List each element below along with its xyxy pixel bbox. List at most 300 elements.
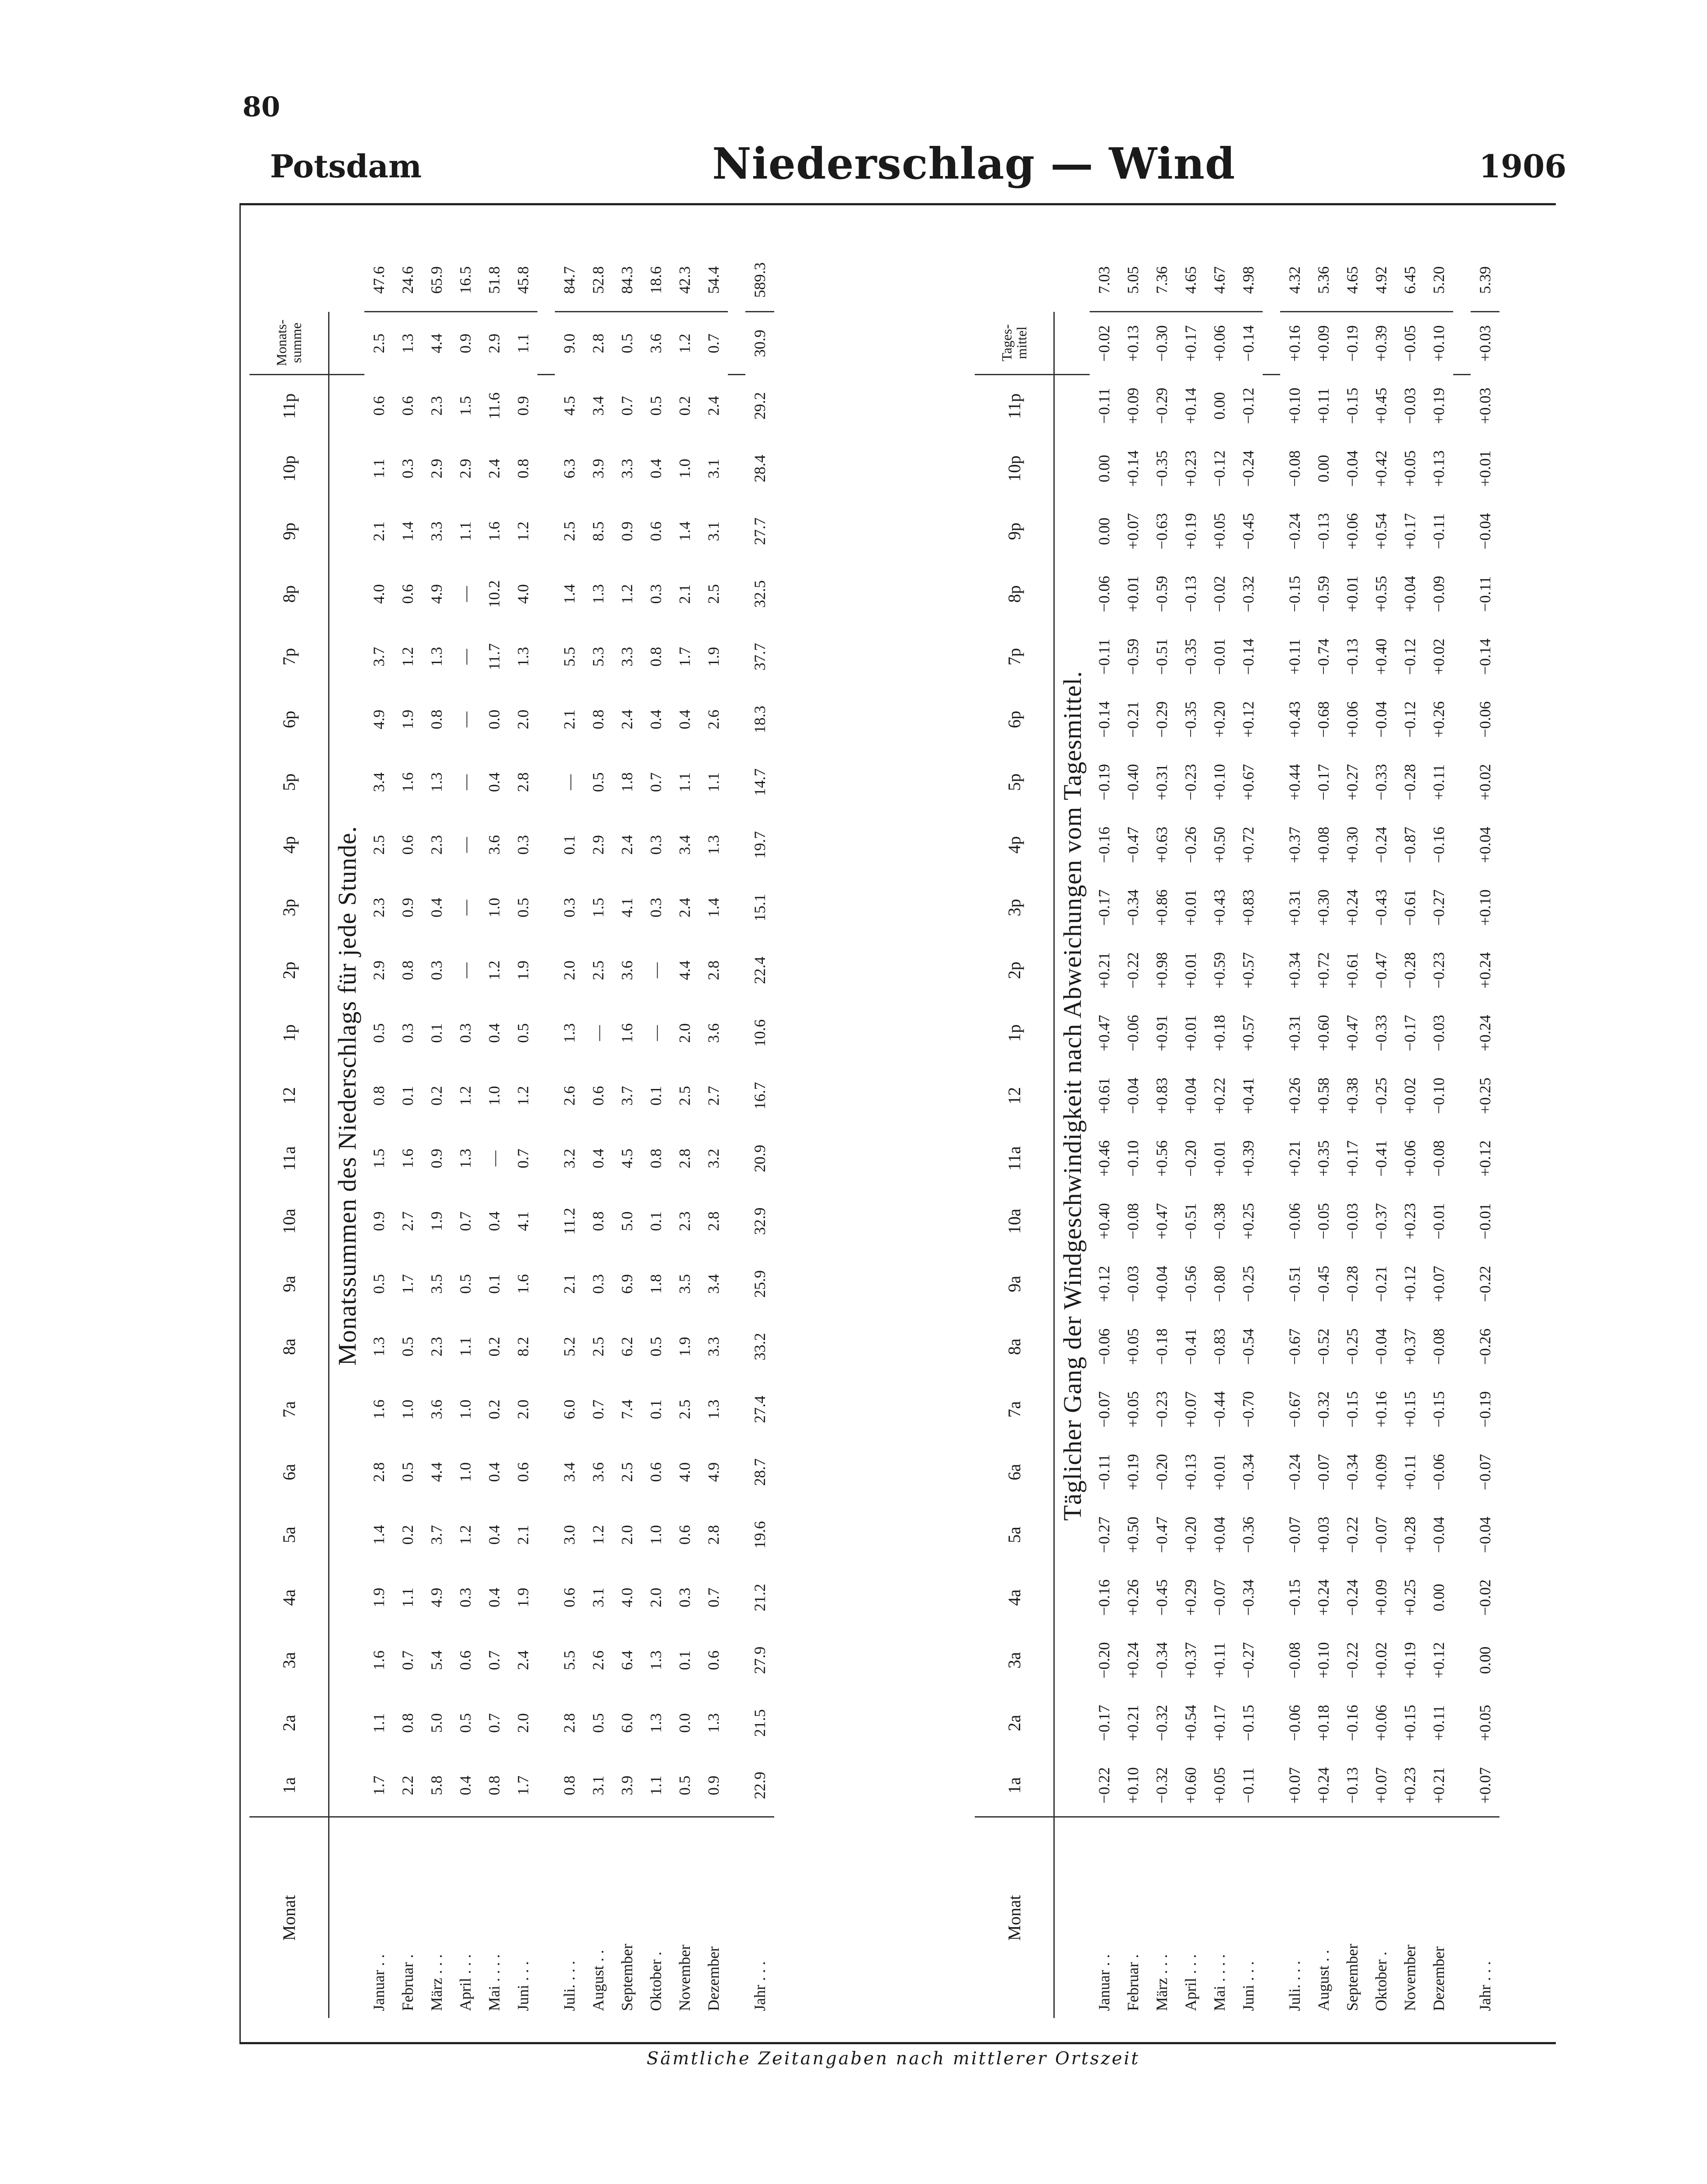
- table-row: [1424, 249, 1453, 2018]
- value-cell: +0.10: [1124, 1767, 1142, 1804]
- value-cell: 1.2: [618, 584, 636, 604]
- value-cell: +0.10: [1315, 1642, 1332, 1679]
- value-cell: −0.80: [1211, 1265, 1228, 1303]
- value-cell: +0.21: [1124, 1704, 1142, 1742]
- value-cell: −0.06: [1430, 1454, 1447, 1490]
- value-cell: 1.0: [676, 459, 693, 479]
- value-cell: 1.0: [457, 1462, 474, 1482]
- value-cell: +0.72: [1240, 826, 1257, 863]
- value-cell: +0.42: [1372, 450, 1390, 487]
- value-cell: −0.06: [1286, 1203, 1303, 1240]
- value-cell: 3.0: [561, 1525, 578, 1545]
- hour-column-header: 9p: [975, 500, 1054, 563]
- table-row: [1395, 249, 1424, 2018]
- value-cell: 4.9: [428, 584, 445, 604]
- value-cell: −0.14: [1240, 325, 1257, 362]
- value-cell: −0.26: [1182, 826, 1199, 863]
- value-cell: 0.7: [705, 333, 722, 353]
- month-label: März . . .: [1147, 1817, 1176, 2018]
- value-cell: 1.6: [370, 1650, 388, 1670]
- value-cell: −0.08: [1124, 1203, 1142, 1240]
- value-cell: 1.4: [561, 584, 578, 604]
- value-cell: −0.12: [1401, 701, 1419, 738]
- value-cell: 0.9: [428, 1148, 445, 1168]
- value-cell: −0.22: [1343, 1517, 1361, 1553]
- hour-column-header: 4p: [975, 814, 1054, 877]
- value-cell: −0.47: [1124, 826, 1142, 863]
- value-cell: 0.3: [514, 835, 532, 855]
- value-cell: 1.2: [457, 1086, 474, 1106]
- value-cell: 6.9: [618, 1274, 636, 1294]
- value-cell: +0.01: [1182, 1015, 1199, 1051]
- value-cell: 2.5: [676, 1086, 693, 1106]
- precip-total-cell: 589.3: [745, 249, 774, 312]
- value-cell: 2.3: [428, 835, 445, 855]
- value-cell: 0.8: [370, 1086, 388, 1106]
- value-cell: 0.00: [1315, 455, 1332, 483]
- month-label: Mai . . . .: [1205, 1817, 1234, 2018]
- value-cell: +0.55: [1372, 576, 1390, 612]
- table-row: [480, 249, 509, 2018]
- value-cell: 2.5: [370, 835, 388, 855]
- table-row: [1205, 249, 1234, 2018]
- hour-column-header: 4p: [249, 814, 329, 877]
- value-cell: 32.9: [751, 1207, 769, 1235]
- precip-total-cell: 84.3: [613, 249, 641, 312]
- value-cell: 1.7: [676, 647, 693, 667]
- hour-column-header: 10p: [249, 437, 329, 500]
- value-cell: −0.25: [1343, 1328, 1361, 1365]
- value-cell: −0.21: [1124, 701, 1142, 738]
- value-cell: −0.11: [1240, 1767, 1257, 1804]
- value-cell: +0.25: [1401, 1579, 1419, 1616]
- value-cell: —: [561, 774, 578, 790]
- month-label: März . . .: [422, 1817, 451, 2018]
- value-cell: 0.6: [399, 835, 416, 855]
- value-cell: 5.3: [589, 647, 607, 667]
- value-cell: 0.4: [589, 1148, 607, 1168]
- value-cell: 0.4: [428, 898, 445, 918]
- value-cell: 1.9: [514, 1587, 532, 1607]
- precip-total-cell: 18.6: [641, 249, 670, 312]
- value-cell: 0.7: [589, 1400, 607, 1420]
- wind-total-cell: 4.67: [1205, 249, 1234, 312]
- value-cell: +0.07: [1430, 1265, 1447, 1303]
- value-cell: 0.8: [647, 647, 665, 667]
- value-cell: 3.6: [428, 1400, 445, 1420]
- value-cell: +0.06: [1401, 1140, 1419, 1177]
- value-cell: +0.59: [1211, 952, 1228, 989]
- value-cell: 0.3: [399, 1023, 416, 1043]
- value-cell: 0.7: [705, 1587, 722, 1607]
- value-cell: −0.20: [1153, 1454, 1170, 1490]
- value-cell: 0.9: [399, 898, 416, 918]
- value-cell: 1.9: [370, 1587, 388, 1607]
- month-label: Januar . .: [364, 1817, 393, 2018]
- value-cell: 1.9: [514, 960, 532, 980]
- precip-subtitle: Monatssummen des Niederschlags für jede Stunde.: [332, 826, 361, 1366]
- value-cell: 0.3: [561, 898, 578, 918]
- value-cell: +0.04: [1476, 826, 1494, 863]
- value-cell: 2.6: [589, 1650, 607, 1670]
- value-cell: 4.0: [676, 1462, 693, 1482]
- value-cell: 5.0: [428, 1713, 445, 1733]
- value-cell: 4.1: [618, 898, 636, 918]
- value-cell: 2.0: [618, 1525, 636, 1545]
- year-label: 1906: [1479, 148, 1567, 185]
- value-cell: +0.03: [1315, 1517, 1332, 1553]
- value-cell: 2.5: [370, 333, 388, 353]
- value-cell: 2.6: [561, 1086, 578, 1106]
- value-cell: 3.3: [705, 1337, 722, 1357]
- value-cell: −0.02: [1476, 1579, 1494, 1616]
- precip-total-cell: 52.8: [584, 249, 613, 312]
- value-cell: +0.19: [1182, 513, 1199, 549]
- value-cell: 2.0: [514, 709, 532, 729]
- value-cell: 10.6: [751, 1019, 769, 1047]
- value-cell: 0.4: [457, 1775, 474, 1795]
- value-cell: −0.45: [1315, 1265, 1332, 1303]
- hour-column-header: 12: [249, 1064, 329, 1127]
- value-cell: 3.3: [618, 459, 636, 479]
- value-cell: 1.6: [370, 1400, 388, 1420]
- value-cell: 0.9: [457, 333, 474, 353]
- value-cell: +0.67: [1240, 764, 1257, 801]
- value-cell: 0.7: [514, 1148, 532, 1168]
- wind-total-cell: 4.32: [1280, 249, 1309, 312]
- value-cell: 0.5: [589, 1713, 607, 1733]
- value-cell: 2.7: [399, 1211, 416, 1231]
- value-cell: 1.7: [514, 1775, 532, 1795]
- value-cell: +0.31: [1286, 889, 1303, 926]
- precip-total-cell: 16.5: [451, 249, 480, 312]
- value-cell: 0.8: [514, 459, 532, 479]
- value-cell: 0.00: [1095, 517, 1113, 545]
- value-cell: −0.04: [1343, 450, 1361, 487]
- value-cell: −0.34: [1240, 1579, 1257, 1616]
- value-cell: −0.74: [1315, 638, 1332, 675]
- value-cell: −0.16: [1095, 1579, 1113, 1616]
- value-cell: —: [457, 899, 474, 916]
- value-cell: 0.6: [705, 1650, 722, 1670]
- hour-column-header: 8a: [975, 1315, 1054, 1378]
- value-cell: −0.52: [1315, 1328, 1332, 1365]
- value-cell: 2.8: [514, 772, 532, 792]
- month-label: Juni . . .: [509, 1817, 537, 2018]
- hour-column-header: 4a: [249, 1566, 329, 1629]
- value-cell: +0.07: [1286, 1767, 1303, 1804]
- value-cell: 4.0: [370, 584, 388, 604]
- value-cell: 2.5: [705, 584, 722, 604]
- value-cell: 2.8: [705, 960, 722, 980]
- value-cell: −0.32: [1153, 1704, 1170, 1742]
- value-cell: −0.12: [1211, 450, 1228, 487]
- value-cell: −0.22: [1124, 952, 1142, 989]
- value-cell: 0.7: [485, 1713, 503, 1733]
- wind-total-cell: 5.36: [1309, 249, 1338, 312]
- value-cell: 0.4: [647, 459, 665, 479]
- value-cell: −0.21: [1372, 1265, 1390, 1303]
- value-cell: +0.24: [1476, 952, 1494, 989]
- value-cell: +0.02: [1430, 638, 1447, 675]
- value-cell: 3.5: [676, 1274, 693, 1294]
- value-cell: −0.22: [1343, 1642, 1361, 1679]
- hour-column-header: 1a: [975, 1754, 1054, 1817]
- hour-column-header: 4a: [975, 1566, 1054, 1629]
- value-cell: +0.17: [1401, 513, 1419, 549]
- value-cell: −0.34: [1343, 1454, 1361, 1490]
- value-cell: −0.51: [1153, 638, 1170, 675]
- wind-total-cell: 4.65: [1176, 249, 1205, 312]
- value-cell: +0.58: [1315, 1078, 1332, 1114]
- value-cell: 4.9: [705, 1462, 722, 1482]
- hour-column-header: 7p: [975, 625, 1054, 688]
- value-cell: +0.06: [1211, 325, 1228, 362]
- value-cell: +0.38: [1343, 1078, 1361, 1114]
- value-cell: 0.5: [589, 772, 607, 792]
- value-cell: +0.28: [1401, 1517, 1419, 1553]
- value-cell: —: [457, 712, 474, 728]
- wind-total-header: Tages-mittel: [975, 312, 1054, 375]
- value-cell: 22.9: [751, 1771, 769, 1799]
- page-number: 80: [242, 91, 280, 123]
- value-cell: +0.43: [1211, 889, 1228, 926]
- value-cell: 19.6: [751, 1521, 769, 1549]
- value-cell: −0.68: [1315, 701, 1332, 738]
- value-cell: 6.0: [618, 1713, 636, 1733]
- value-cell: −0.32: [1240, 576, 1257, 612]
- value-cell: 3.4: [561, 1462, 578, 1482]
- value-cell: 37.7: [751, 643, 769, 671]
- wind-total-cell: 4.92: [1367, 249, 1395, 312]
- value-cell: +0.10: [1430, 325, 1447, 362]
- hour-column-header: 1p: [249, 1002, 329, 1064]
- value-cell: −0.20: [1182, 1140, 1199, 1177]
- value-cell: +0.26: [1286, 1078, 1303, 1114]
- month-label: August . .: [1309, 1817, 1338, 2018]
- precip-total-cell: 65.9: [422, 249, 451, 312]
- value-cell: 1.6: [514, 1274, 532, 1294]
- value-cell: 3.9: [589, 459, 607, 479]
- spacer-cell: [1054, 1817, 1090, 2018]
- value-cell: 0.3: [457, 1587, 474, 1607]
- value-cell: 1.1: [370, 459, 388, 479]
- value-cell: +0.24: [1476, 1015, 1494, 1051]
- table-row: [509, 249, 537, 2018]
- value-cell: +0.05: [1211, 1767, 1228, 1804]
- value-cell: 27.4: [751, 1396, 769, 1424]
- value-cell: 2.3: [676, 1211, 693, 1231]
- month-label: Juli. . . .: [555, 1817, 584, 2018]
- value-cell: −0.35: [1182, 638, 1199, 675]
- value-cell: +0.07: [1372, 1767, 1390, 1804]
- value-cell: 2.8: [589, 333, 607, 353]
- value-cell: +0.18: [1211, 1015, 1228, 1051]
- value-cell: +0.09: [1124, 387, 1142, 424]
- hour-column-header: 1a: [249, 1754, 329, 1817]
- value-cell: +0.19: [1124, 1454, 1142, 1490]
- value-cell: 0.00: [1095, 455, 1113, 483]
- value-cell: —: [457, 837, 474, 853]
- gap-cell: [537, 312, 555, 375]
- value-cell: −0.15: [1286, 1579, 1303, 1616]
- table-row: [422, 249, 451, 2018]
- value-cell: 1.0: [457, 1400, 474, 1420]
- value-cell: +0.20: [1182, 1517, 1199, 1553]
- value-cell: +0.43: [1286, 701, 1303, 738]
- value-cell: +0.10: [1286, 387, 1303, 424]
- value-cell: 16.7: [751, 1082, 769, 1110]
- value-cell: 3.4: [370, 772, 388, 792]
- value-cell: +0.60: [1315, 1015, 1332, 1051]
- value-cell: −0.06: [1476, 701, 1494, 738]
- table-row: [745, 249, 774, 2018]
- value-cell: 0.3: [428, 960, 445, 980]
- value-cell: +0.09: [1372, 1454, 1390, 1490]
- spacer-cell: [329, 1817, 365, 2018]
- value-cell: −0.51: [1286, 1265, 1303, 1303]
- value-cell: 2.8: [705, 1525, 722, 1545]
- value-cell: +0.07: [1182, 1391, 1199, 1428]
- value-cell: 2.1: [370, 521, 388, 541]
- month-label: Dezember: [1424, 1817, 1453, 2018]
- value-cell: +0.26: [1124, 1579, 1142, 1616]
- value-cell: +0.04: [1182, 1078, 1199, 1114]
- value-cell: 4.9: [428, 1587, 445, 1607]
- value-cell: 0.5: [399, 1337, 416, 1357]
- hour-column-header: 10p: [975, 437, 1054, 500]
- value-cell: +0.14: [1182, 387, 1199, 424]
- value-cell: 0.6: [514, 1462, 532, 1482]
- month-column-header: Monat: [249, 1817, 329, 2018]
- value-cell: 1.0: [485, 1086, 503, 1106]
- value-cell: 11.2: [561, 1208, 578, 1235]
- value-cell: −0.08: [1430, 1140, 1447, 1177]
- value-cell: 0.3: [647, 584, 665, 604]
- value-cell: +0.09: [1315, 325, 1332, 362]
- value-cell: 0.6: [399, 396, 416, 416]
- value-cell: −0.12: [1401, 638, 1419, 675]
- value-cell: 2.0: [561, 960, 578, 980]
- value-cell: 1.1: [647, 1775, 665, 1795]
- value-cell: −0.19: [1476, 1391, 1494, 1428]
- value-cell: 2.4: [514, 1650, 532, 1670]
- value-cell: 21.5: [751, 1709, 769, 1737]
- value-cell: 1.1: [370, 1713, 388, 1733]
- value-cell: 6.0: [561, 1400, 578, 1420]
- hour-column-header: 11p: [249, 374, 329, 437]
- value-cell: 0.4: [485, 1587, 503, 1607]
- value-cell: +0.11: [1286, 639, 1303, 675]
- wind-total-cell: 5.20: [1424, 249, 1453, 312]
- value-cell: 1.8: [647, 1274, 665, 1294]
- value-cell: 0.6: [457, 1650, 474, 1670]
- value-cell: +0.10: [1476, 889, 1494, 926]
- value-cell: 0.00: [1211, 392, 1228, 420]
- value-cell: 0.1: [561, 835, 578, 855]
- value-cell: 0.5: [514, 1023, 532, 1043]
- value-cell: 0.4: [485, 772, 503, 792]
- value-cell: −0.17: [1315, 764, 1332, 801]
- hour-column-header: 5a: [975, 1503, 1054, 1566]
- gap-cell: [537, 1817, 555, 2018]
- value-cell: −0.16: [1343, 1704, 1361, 1742]
- value-cell: 0.4: [485, 1525, 503, 1545]
- value-cell: 3.1: [589, 1587, 607, 1607]
- value-cell: 0.6: [647, 521, 665, 541]
- value-cell: −0.56: [1182, 1265, 1199, 1303]
- value-cell: +0.09: [1372, 1579, 1390, 1616]
- value-cell: 1.9: [676, 1337, 693, 1357]
- value-cell: −0.16: [1430, 826, 1447, 863]
- value-cell: −0.37: [1372, 1203, 1390, 1240]
- value-cell: 3.6: [485, 835, 503, 855]
- value-cell: 2.4: [676, 898, 693, 918]
- value-cell: +0.98: [1153, 952, 1170, 989]
- value-cell: +0.39: [1372, 325, 1390, 362]
- value-cell: 3.3: [428, 521, 445, 541]
- value-cell: 0.6: [647, 1462, 665, 1482]
- value-cell: +0.12: [1095, 1265, 1113, 1303]
- value-cell: −0.12: [1240, 387, 1257, 424]
- value-cell: +0.57: [1240, 952, 1257, 989]
- value-cell: +0.05: [1211, 513, 1228, 549]
- value-cell: 5.8: [428, 1775, 445, 1795]
- value-cell: 0.3: [676, 1587, 693, 1607]
- value-cell: −0.02: [1095, 325, 1113, 362]
- value-cell: 0.6: [561, 1587, 578, 1607]
- value-cell: 0.1: [647, 1211, 665, 1231]
- value-cell: −0.03: [1343, 1203, 1361, 1240]
- value-cell: −0.41: [1182, 1328, 1199, 1365]
- value-cell: −0.15: [1343, 1391, 1361, 1428]
- value-cell: +0.50: [1211, 826, 1228, 863]
- value-cell: −0.25: [1372, 1078, 1390, 1114]
- value-cell: +0.39: [1240, 1140, 1257, 1177]
- page-title: Niederschlag — Wind: [712, 139, 1236, 189]
- table-row: [555, 249, 584, 2018]
- value-cell: +0.07: [1124, 513, 1142, 549]
- value-cell: 1.7: [370, 1775, 388, 1795]
- value-cell: −0.36: [1240, 1517, 1257, 1553]
- value-cell: 22.4: [751, 956, 769, 984]
- value-cell: 1.0: [399, 1400, 416, 1420]
- value-cell: +0.05: [1476, 1704, 1494, 1742]
- value-cell: +0.63: [1153, 826, 1170, 863]
- value-cell: 0.00: [1476, 1646, 1494, 1674]
- value-cell: 0.5: [676, 1775, 693, 1795]
- value-cell: −0.14: [1095, 701, 1113, 738]
- value-cell: 4.4: [428, 333, 445, 353]
- gap-cell: [728, 1817, 745, 2018]
- hour-column-header: 2a: [249, 1692, 329, 1755]
- value-cell: 5.5: [561, 1650, 578, 1670]
- value-cell: 1.3: [647, 1713, 665, 1733]
- value-cell: 4.0: [514, 584, 532, 604]
- value-cell: +0.05: [1124, 1328, 1142, 1365]
- value-cell: 0.9: [514, 396, 532, 416]
- value-cell: −0.13: [1343, 1767, 1361, 1804]
- value-cell: +0.18: [1315, 1704, 1332, 1742]
- hour-column-header: 11p: [975, 374, 1054, 437]
- value-cell: +0.11: [1430, 1705, 1447, 1741]
- value-cell: —: [589, 1025, 607, 1041]
- value-cell: +0.37: [1182, 1642, 1199, 1679]
- hour-column-header: 3a: [975, 1629, 1054, 1692]
- value-cell: −0.04: [1372, 701, 1390, 738]
- hour-column-header: 9a: [975, 1253, 1054, 1316]
- value-cell: 0.3: [399, 459, 416, 479]
